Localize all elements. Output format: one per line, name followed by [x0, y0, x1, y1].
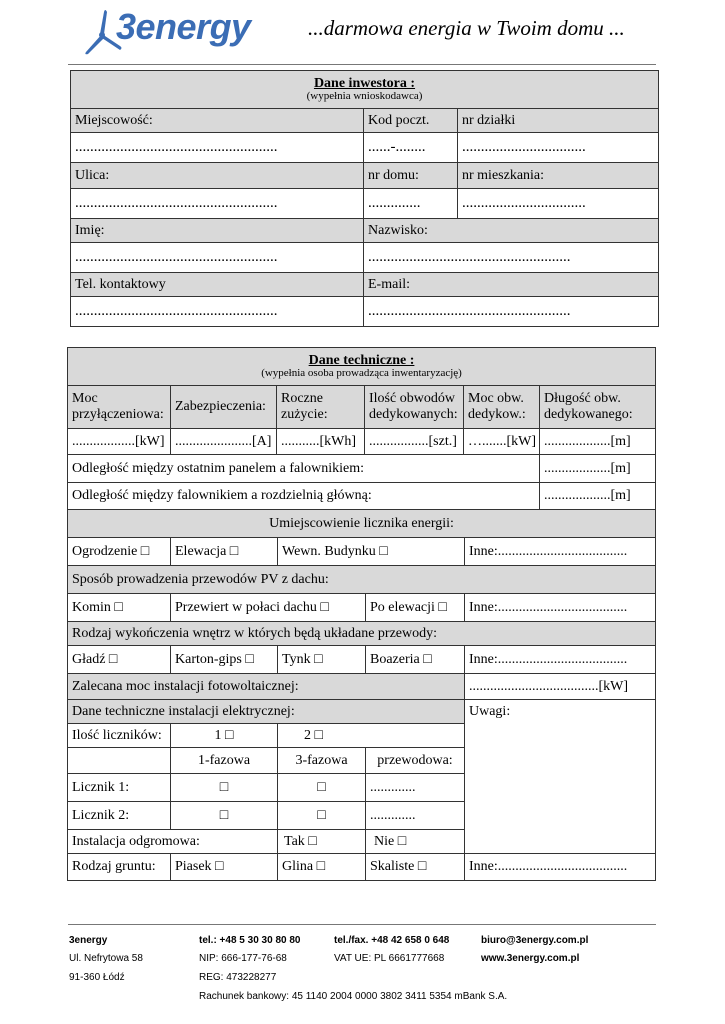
opt-tynk[interactable]: Tynk □: [278, 646, 366, 674]
col-roczne: Roczne zużycie:: [277, 386, 365, 429]
odl1-value[interactable]: ...................[m]: [540, 455, 656, 483]
opt-inne-licznik[interactable]: Inne:.....................................: [465, 538, 656, 566]
opt-licznik-1[interactable]: 1 □: [171, 724, 278, 748]
opt-licznik-2-cell: [278, 724, 465, 748]
val-dlugosc[interactable]: ...................[m]: [540, 429, 656, 455]
col-zabezpieczenia: Zabezpieczenia:: [171, 386, 277, 429]
field-ulica[interactable]: ......................................................: [71, 189, 364, 219]
field-tel[interactable]: ......................................................: [71, 297, 364, 327]
uwagi-label: Uwagi:: [469, 704, 511, 719]
opt-elewacja[interactable]: Elewacja □: [171, 538, 278, 566]
col-moc: Moc przyłączeniowa:: [68, 386, 171, 429]
faza-1-header: 1-fazowa: [171, 748, 278, 774]
label-nazwisko: Nazwisko:: [364, 219, 659, 243]
opt-skaliste[interactable]: Skaliste □: [366, 854, 465, 881]
technical-subtitle: (wypełnia osoba prowadząca inwentaryzację): [261, 366, 462, 379]
label-dzialka: nr działki: [458, 109, 659, 133]
investor-title-cell: [71, 71, 659, 109]
odgromowa-label: Instalacja odgromowa:: [68, 830, 278, 854]
footer-vat: VAT UE: PL 6661777668: [334, 953, 445, 964]
field-imie[interactable]: ......................................................: [71, 243, 364, 273]
field-miejscowosc[interactable]: ......................................................: [71, 133, 364, 163]
label-ulica: Ulica:: [71, 163, 364, 189]
opt-glina[interactable]: Glina □: [278, 854, 366, 881]
field-nr-mieszkania[interactable]: .................................: [458, 189, 659, 219]
opt-przewiert[interactable]: Przewiert w połaci dachu □: [171, 594, 366, 622]
zalecana-value[interactable]: .....................................[kW]: [465, 674, 656, 700]
footer-fax: tel./fax. +48 42 658 0 648: [334, 935, 450, 946]
opt-po-elewacji[interactable]: Po elewacji □: [366, 594, 465, 622]
opt-komin[interactable]: Komin □: [68, 594, 171, 622]
technical-table: [67, 347, 656, 510]
field-kod[interactable]: ......-........: [364, 133, 458, 163]
opt-licznik-2[interactable]: 2 □: [304, 727, 323, 743]
logo-text: 3energy: [116, 6, 251, 47]
label-miejscowosc: Miejscowość:: [71, 109, 364, 133]
company-logo: [80, 6, 255, 60]
col-ilosc: Ilość obwodów dedykowanych:: [365, 386, 464, 429]
opt-karton[interactable]: Karton-gips □: [171, 646, 278, 674]
val-moc[interactable]: ..................[kW]: [68, 429, 171, 455]
label-kod: Kod poczt.: [364, 109, 458, 133]
label-tel: Tel. kontaktowy: [71, 273, 364, 297]
footer-company: 3energy: [69, 935, 108, 946]
licznik-location-header: Umiejscowienie licznika energii:: [68, 510, 656, 538]
tagline: ...darmowa energia w Twoim domu ...: [308, 16, 625, 40]
opt-ogrodzenie[interactable]: Ogrodzenie □: [68, 538, 171, 566]
footer-divider: [68, 924, 656, 925]
investor-subtitle: (wypełnia wnioskodawca): [306, 89, 423, 102]
odl2-label: Odległość między falownikiem a rozdzielnią główną:: [68, 483, 540, 510]
label-nr-domu: nr domu:: [364, 163, 458, 189]
investor-table: [70, 70, 659, 327]
odl1-label: Odległość między ostatnim panelem a falownikiem:: [68, 455, 540, 483]
investor-title: Dane inwestora :: [313, 75, 416, 91]
przewodowa-header: przewodowa:: [366, 748, 465, 774]
technical-table-lower: [67, 509, 656, 881]
opt-wewn-budynku[interactable]: Wewn. Budynku □: [278, 538, 465, 566]
sposob-header: Sposób prowadzenia przewodów PV z dachu:: [68, 566, 656, 594]
val-moc-obw[interactable]: ….......[kW]: [464, 429, 540, 455]
val-roczne[interactable]: ...........[kWh]: [277, 429, 365, 455]
technical-title-cell: [68, 348, 656, 386]
footer-city: 91-360 Łódź: [69, 972, 125, 983]
licznik1-3faz-checkbox[interactable]: □: [278, 774, 366, 802]
opt-piasek[interactable]: Piasek □: [171, 854, 278, 881]
licznik1-przewodowa[interactable]: .............: [366, 774, 465, 802]
licznik2-label: Licznik 2:: [68, 802, 171, 830]
footer-street: Ul. Nefrytowa 58: [69, 953, 143, 964]
label-email: E-mail:: [364, 273, 659, 297]
opt-inne-grunt[interactable]: Inne:.....................................: [465, 854, 656, 881]
licznik1-1faz-checkbox[interactable]: □: [171, 774, 278, 802]
opt-nie[interactable]: Nie □: [366, 830, 465, 854]
dane-el-label: Dane techniczne instalacji elektrycznej:: [68, 700, 465, 724]
field-dzialka[interactable]: .................................: [458, 133, 659, 163]
zalecana-label: Zalecana moc instalacji fotowoltaicznej:: [68, 674, 465, 700]
val-ilosc[interactable]: .................[szt.]: [365, 429, 464, 455]
licznik2-1faz-checkbox[interactable]: □: [171, 802, 278, 830]
footer-nip: NIP: 666-177-76-68: [199, 953, 287, 964]
ilosc-licznikow-label: Ilość liczników:: [68, 724, 171, 748]
val-zab[interactable]: ......................[A]: [171, 429, 277, 455]
footer-bank: Rachunek bankowy: 45 1140 2004 0000 3802 3411 5354 mBank S.A.: [199, 991, 508, 1002]
footer-email[interactable]: biuro@3energy.com.pl: [481, 935, 589, 946]
opt-inne-wyk[interactable]: Inne:.....................................: [465, 646, 656, 674]
opt-inne-sposob[interactable]: Inne:.....................................: [465, 594, 656, 622]
footer-reg: REG: 473228277: [199, 972, 277, 983]
field-nazwisko[interactable]: ......................................................: [364, 243, 659, 273]
label-imie: Imię:: [71, 219, 364, 243]
faza-3-header: 3-fazowa: [278, 748, 366, 774]
empty-cell: [68, 748, 171, 774]
field-email[interactable]: ......................................................: [364, 297, 659, 327]
uwagi-field[interactable]: [465, 700, 656, 854]
footer-www[interactable]: www.3energy.com.pl: [481, 953, 580, 964]
opt-gladz[interactable]: Gładź □: [68, 646, 171, 674]
col-moc-obw: Moc obw. dedykow.:: [464, 386, 540, 429]
opt-boazeria[interactable]: Boazeria □: [366, 646, 465, 674]
header-divider: [68, 64, 656, 65]
opt-tak[interactable]: Tak □: [278, 830, 366, 854]
licznik1-label: Licznik 1:: [68, 774, 171, 802]
licznik2-przewodowa[interactable]: .............: [366, 802, 465, 830]
wykonczenie-header: Rodzaj wykończenia wnętrz w których będą układane przewody:: [68, 622, 656, 646]
label-nr-mieszkania: nr mieszkania:: [458, 163, 659, 189]
col-dlugosc: Długość obw. dedykowanego:: [540, 386, 656, 429]
licznik2-3faz-checkbox[interactable]: □: [278, 802, 366, 830]
grunt-label: Rodzaj gruntu:: [68, 854, 171, 881]
technical-title: Dane techniczne :: [308, 352, 415, 368]
footer-tel: tel.: +48 5 30 30 80 80: [199, 935, 301, 946]
field-nr-domu[interactable]: ..............: [364, 189, 458, 219]
odl2-value[interactable]: ...................[m]: [540, 483, 656, 510]
